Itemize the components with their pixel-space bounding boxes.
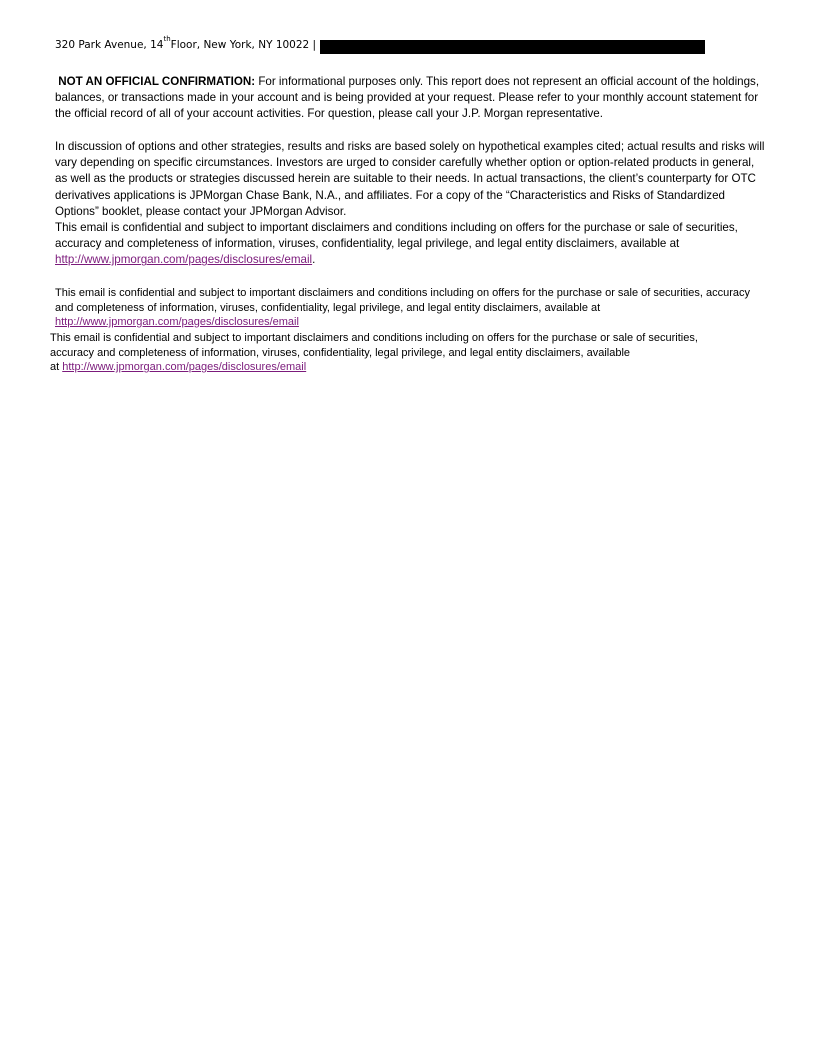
redaction-bar [320,40,705,54]
email-disclaimer-2 [55,286,755,330]
official-confirmation-notice [55,74,765,123]
trailing-period: . [312,253,316,267]
notice-text: For informational purposes only. This report does not represent an official account of the holdings, balances, or transactions made in your account and is being provided at your request. Please refer to your monthly account statement for the official record of all of your account activities. For question, please call your J.P. Morgan representative. [55,75,760,121]
address-line [55,35,735,57]
address-prefix: 320 Park Avenue, 14 [55,39,164,51]
disclosures-link-3[interactable]: http://www.jpmorgan.com/pages/disclosures/email [62,361,307,373]
email-disclaimer-3-line2: accuracy and completeness of information, viruses, confidentiality, legal privilege, and legal entity disclaimers, available [50,346,631,359]
notice-bold-label: NOT AN OFFICIAL CONFIRMATION: [58,75,256,88]
email-disclaimer-3 [50,331,770,375]
address-suffix: Floor, New York, NY 10022 | [170,39,317,51]
email-disclaimer-2-text: This email is confidential and subject to important disclaimers and conditions including on offers for the purchase or sale of securities, accuracy and completeness of information, viruses, confidentiality, legal privilege, and legal entity disclaimers, available at [55,287,750,314]
email-disclaimer-3-line1: This email is confidential and subject to important disclaimers and conditions including on offers for the purchase or sale of securities, [50,332,698,344]
address-superscript: th [163,35,171,43]
options-disclaimer [55,139,765,269]
disclosures-link[interactable]: http://www.jpmorgan.com/pages/disclosures/email [55,253,313,267]
disclosures-link-2[interactable]: http://www.jpmorgan.com/pages/disclosures/email [55,316,299,328]
email-disclaimer-text: This email is confidential and subject to important disclaimers and conditions including on offers for the purchase or sale of securities, accuracy and completeness of information, viruses, confidentiality, legal privilege, and legal entity disclaimers, available at [55,221,738,251]
email-disclaimer-3-prefix: at [50,361,63,373]
options-disclaimer-text: In discussion of options and other strategies, results and risks are based solely on hypothetical examples cited; actual results and risks will vary depending on specific circumstances. Investors are urged to consider carefully whether option or option-related products in general, as well as the products or strategies discussed herein are suitable to their needs. In actual transactions, the client’s counterparty for OTC derivatives applications is JPMorgan Chase Bank, N.A., and affiliates. For a copy of the “Characteristics and Risks of Standardized Options” booklet, please contact your JPMorgan Advisor. [55,140,765,218]
